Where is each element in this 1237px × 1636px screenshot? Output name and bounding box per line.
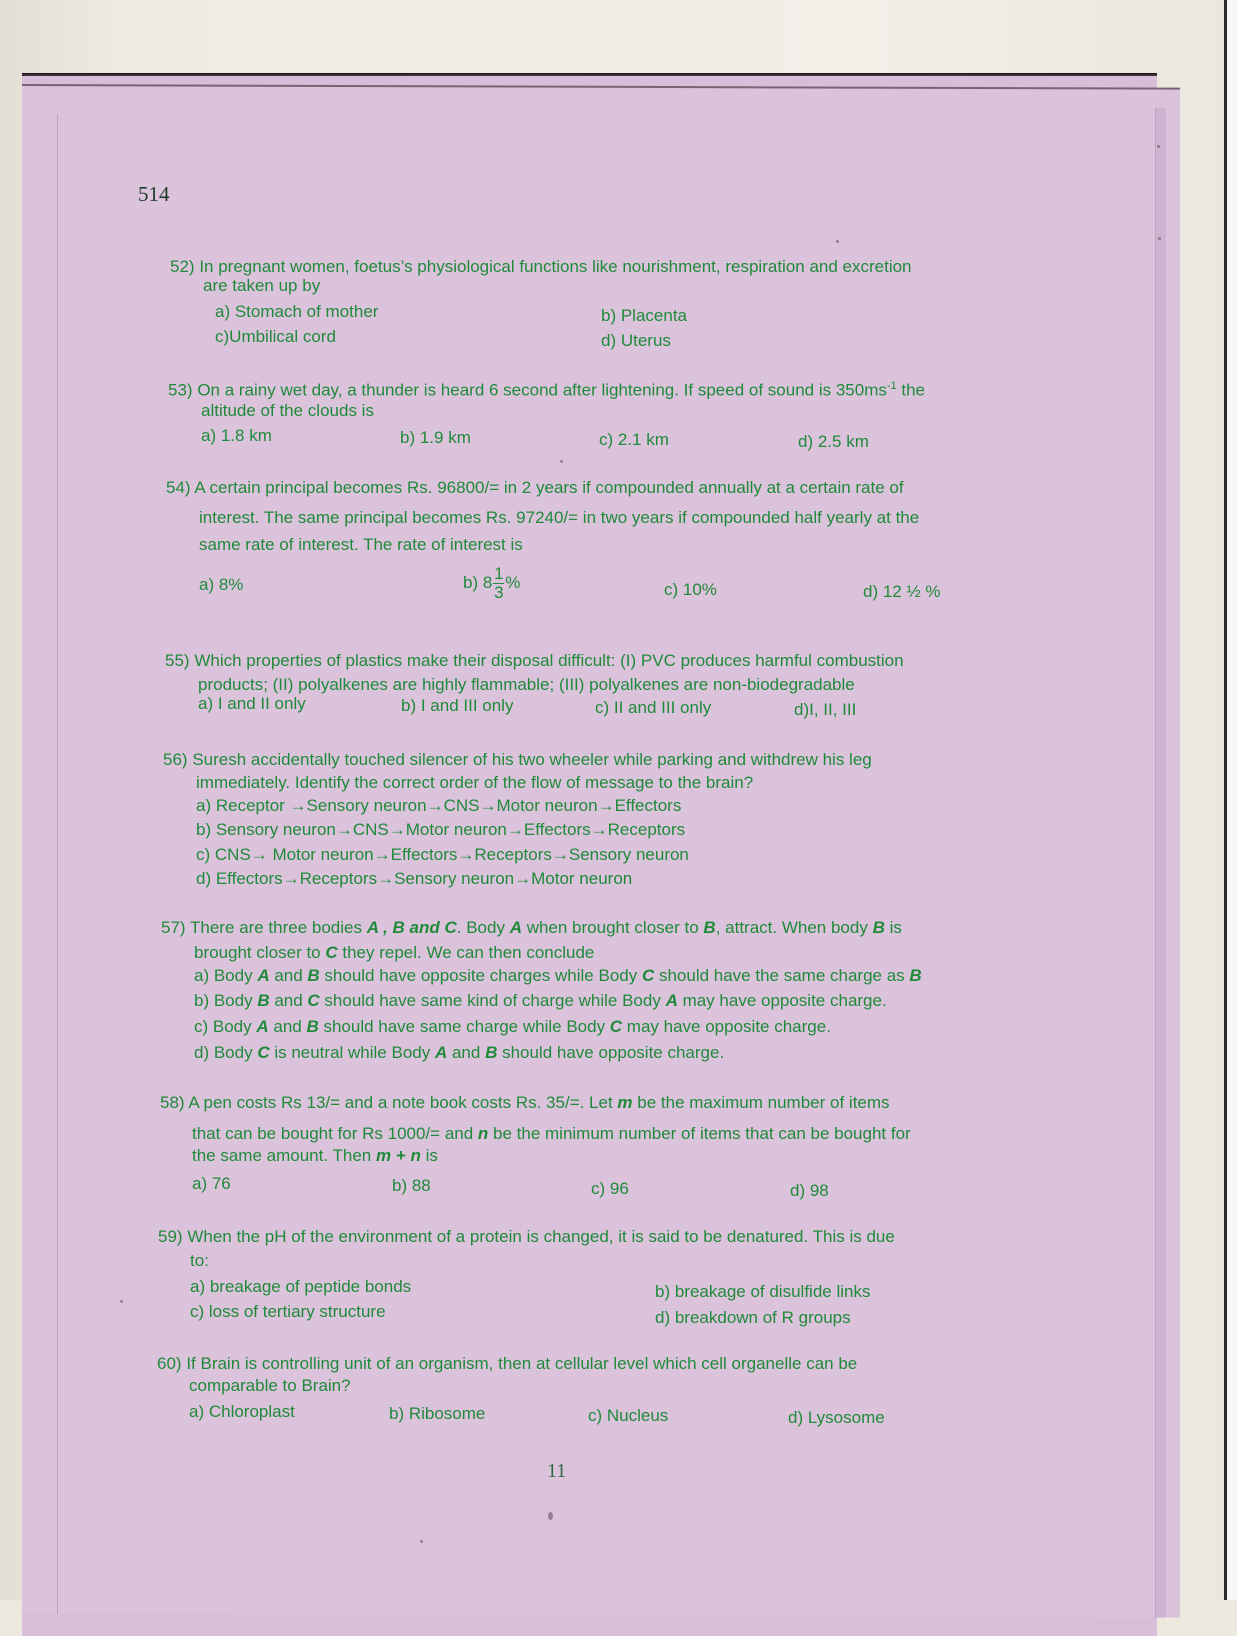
paper-speck <box>1157 145 1160 148</box>
option-b[interactable]: b) breakage of disulfide links <box>655 1282 871 1301</box>
option-b[interactable]: b) 1.9 km <box>400 428 471 447</box>
page-right-fold <box>1155 108 1166 1618</box>
option-b[interactable]: b) Placenta <box>601 306 687 325</box>
page-fold-line <box>57 114 58 1614</box>
option-c[interactable]: c)Umbilical cord <box>215 327 336 346</box>
option-d[interactable]: d)I, II, III <box>794 700 857 719</box>
question-text: 56) Suresh accidentally touched silencer of his two wheeler while parking and withdrew his leg <box>163 750 872 769</box>
option-c[interactable]: c) Nucleus <box>588 1406 669 1425</box>
question-text: comparable to Brain? <box>189 1376 351 1395</box>
option-b[interactable]: b) I and III only <box>401 696 514 715</box>
page-number: 514 <box>138 182 170 206</box>
option-d[interactable]: d) breakdown of R groups <box>655 1308 851 1327</box>
option-c[interactable]: c) Body A and B should have same charge while Body C may have opposite charge. <box>194 1017 831 1036</box>
option-b[interactable]: b) Body B and C should have same kind of charge while Body A may have opposite charge. <box>194 991 887 1010</box>
option-a[interactable]: a) Chloroplast <box>189 1402 295 1421</box>
question-text: that can be bought for Rs 1000/= and n be the minimum number of items that can be bought for <box>192 1124 911 1143</box>
question-text: 55) Which properties of plastics make their disposal difficult: (I) PVC produces harmful combustion <box>165 651 904 670</box>
paper-speck <box>120 1300 123 1303</box>
option-c[interactable]: c) 10% <box>664 580 717 599</box>
question-text: to: <box>190 1251 209 1270</box>
scanner-edge <box>1227 0 1237 1600</box>
option-d[interactable]: d) 12 ½ % <box>863 582 941 601</box>
option-a[interactable]: a) Body A and B should have opposite charges while Body C should have the same charge as B <box>194 966 922 985</box>
question-text: the same amount. Then m + n is <box>192 1146 438 1165</box>
option-b[interactable]: b) Sensory neuron→CNS→Motor neuron→Effectors→Receptors <box>196 820 686 839</box>
paper-speck <box>1158 237 1161 240</box>
option-d[interactable]: d) Body C is neutral while Body A and B should have opposite charge. <box>194 1043 725 1062</box>
option-d[interactable]: d) Effectors→Receptors→Sensory neuron→Motor neuron <box>196 869 633 888</box>
option-c[interactable]: c) II and III only <box>595 698 712 717</box>
question-text: are taken up by <box>203 276 321 295</box>
question-text: products; (II) polyalkenes are highly flammable; (III) polyalkenes are non-biodegradable <box>198 675 855 694</box>
option-a[interactable]: a) breakage of peptide bonds <box>190 1277 412 1296</box>
option-a[interactable]: a) 8% <box>199 575 244 594</box>
question-text: 59) When the pH of the environment of a protein is changed, it is said to be denatured. This is due <box>158 1227 895 1246</box>
paper-speck <box>548 1512 553 1520</box>
question-text: immediately. Identify the correct order of the flow of message to the brain? <box>196 773 754 792</box>
option-c[interactable]: c) loss of tertiary structure <box>190 1302 386 1321</box>
question-text: 53) On a rainy wet day, a thunder is heard 6 second after lightening. If speed of sound is $350ms^{-1}$ the <box>168 380 925 400</box>
option-a[interactable]: a) I and II only <box>198 694 306 713</box>
question-text: altitude of the clouds is <box>201 401 374 420</box>
fraction: $\frac{1}{3}$ <box>494 564 504 602</box>
option-a[interactable]: a) Receptor →Sensory neuron→CNS→Motor neuron→Effectors <box>196 796 682 815</box>
question-text: same rate of interest. The rate of interest is <box>199 535 523 554</box>
footer-page-number: 11 <box>547 1460 567 1482</box>
paper-speck <box>560 460 563 463</box>
question-text: 54) A certain principal becomes Rs. 96800/= in 2 years if compounded annually at a certain rate of <box>166 478 904 497</box>
option-a[interactable]: a) 76 <box>192 1174 231 1193</box>
option-a[interactable]: a) 1.8 km <box>201 426 272 445</box>
option-c[interactable]: c) 2.1 km <box>599 430 669 449</box>
option-b[interactable]: b) 8 $\frac{1}{3}$ % <box>463 564 521 602</box>
option-d[interactable]: d) Uterus <box>601 331 671 350</box>
paper-speck <box>420 1540 423 1543</box>
scanner-edge-line <box>1224 0 1227 1600</box>
question-text: 57) There are three bodies A , B and C. Body A when brought closer to B, attract. When body B is <box>161 918 902 937</box>
question-number: 52) In pregnant women, foetus’s physiological functions like nourishment, respiration and excretion <box>170 257 912 276</box>
option-d[interactable]: d) Lysosome <box>788 1408 885 1427</box>
option-b[interactable]: b) Ribosome <box>389 1404 486 1423</box>
option-b[interactable]: b) 88 <box>392 1176 431 1195</box>
question-text: interest. The same principal becomes Rs. 97240/= in two years if compounded half yearly at the <box>199 508 920 527</box>
option-c[interactable]: c) CNS→ Motor neuron→Effectors→Receptors→Sensory neuron <box>196 845 689 864</box>
question-text: 60) If Brain is controlling unit of an organism, then at cellular level which cell organelle can be <box>157 1354 858 1373</box>
option-d[interactable]: d) 2.5 km <box>798 432 869 451</box>
option-c[interactable]: c) 96 <box>591 1179 629 1198</box>
option-a[interactable]: a) Stomach of mother <box>215 302 379 321</box>
question-text: brought closer to C they repel. We can then conclude <box>194 943 595 962</box>
option-d[interactable]: d) 98 <box>790 1181 829 1200</box>
question-text: 58) A pen costs Rs 13/= and a note book costs Rs. 35/=. Let m be the maximum number of items <box>160 1093 890 1112</box>
paper-speck <box>836 240 839 243</box>
